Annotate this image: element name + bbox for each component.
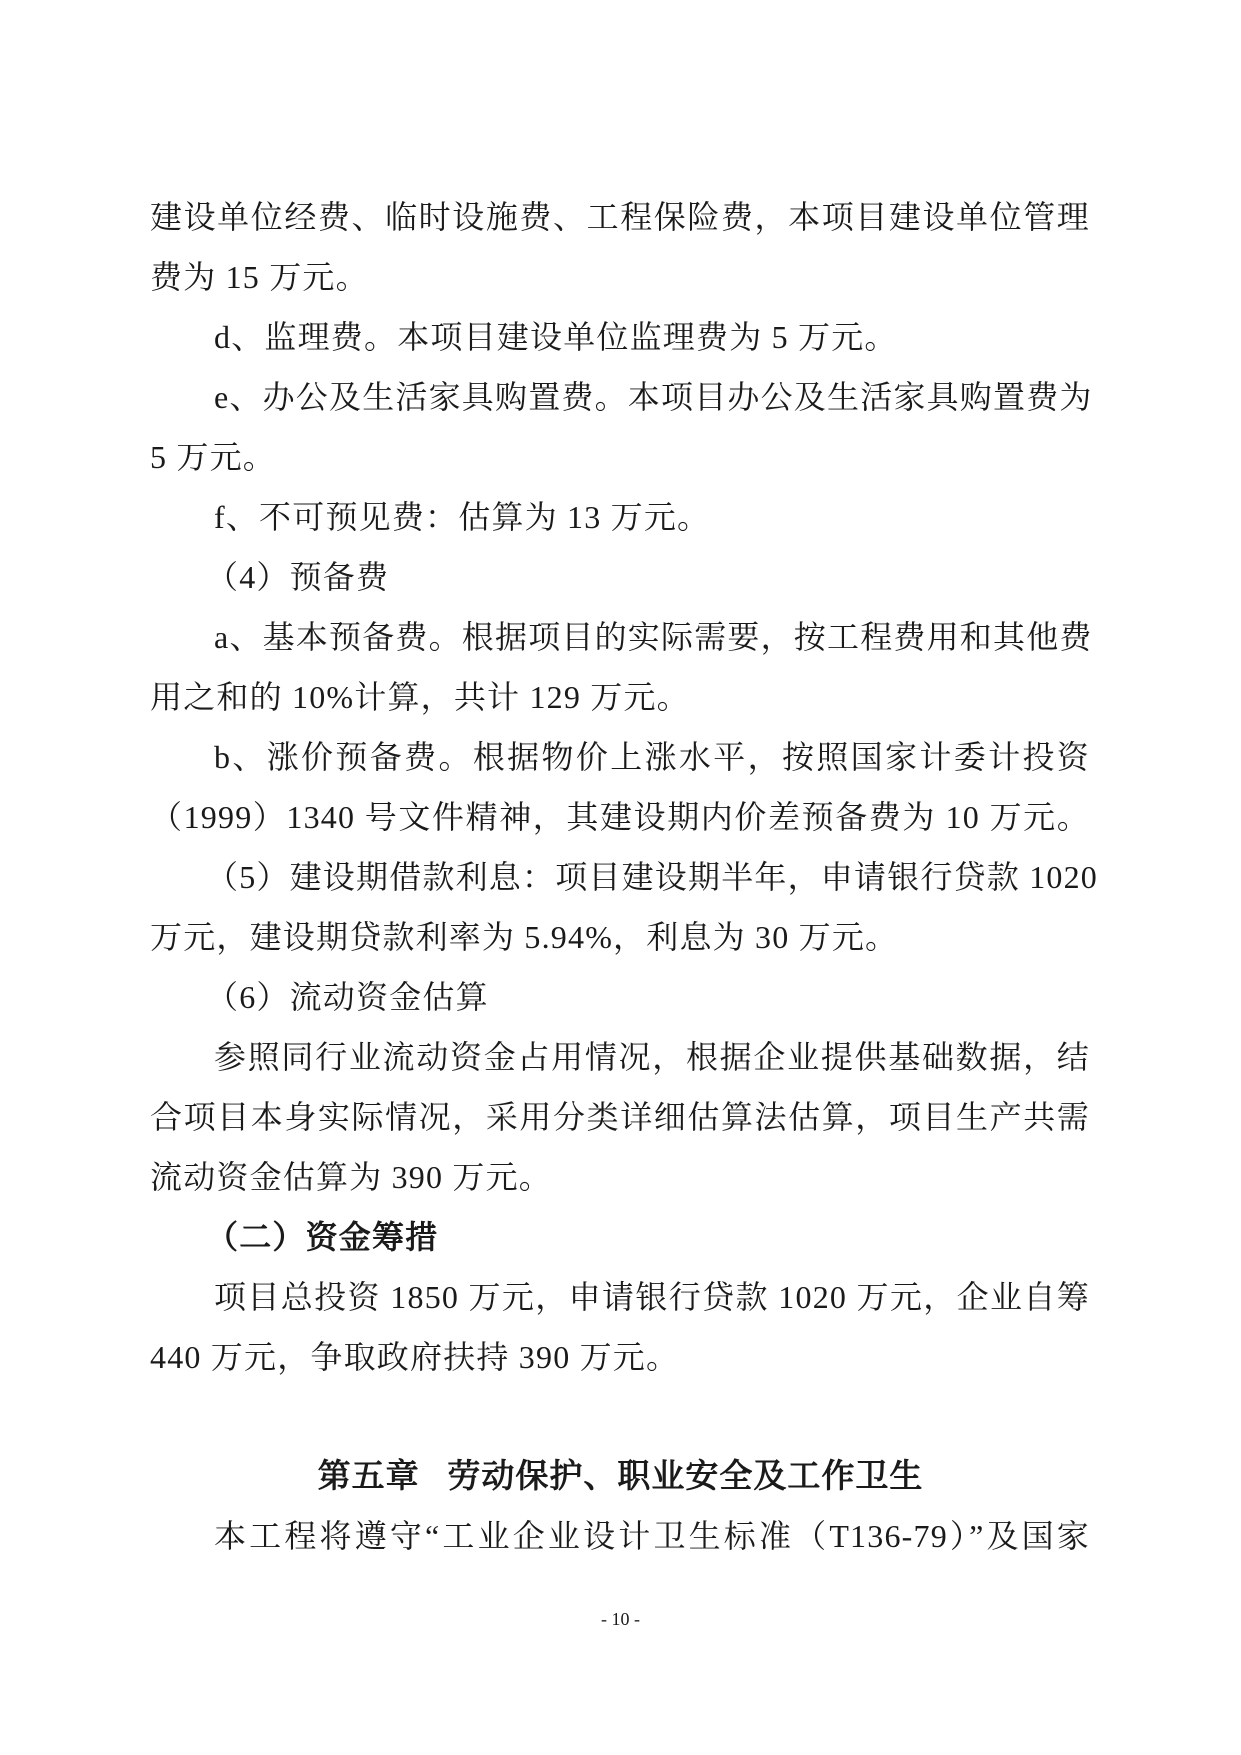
paragraph-line: 建设单位经费、临时设施费、工程保险费，本项目建设单位管理 [150, 199, 1090, 235]
section-heading: （4）预备费 [206, 559, 390, 595]
paragraph-line: （1999）1340 号文件精神，其建设期内价差预备费为 10 万元。 [150, 799, 1090, 835]
paragraph-line: d、监理费。本项目建设单位监理费为 5 万元。 [214, 319, 898, 355]
paragraph-line: 本工程将遵守“工业企业设计卫生标准（T136-79）”及国家 [214, 1518, 1090, 1554]
paragraph-line: 5 万元。 [150, 439, 277, 475]
paragraph-line: 流动资金估算为 390 万元。 [150, 1159, 553, 1195]
section-heading: （6）流动资金估算 [206, 979, 489, 1015]
paragraph-line: （5）建设期借款利息：项目建设期半年，申请银行贷款 1020 [206, 859, 1099, 895]
page-number: - 10 - [601, 1609, 640, 1629]
chapter-title: 第五章 劳动保护、职业安全及工作卫生 [317, 1459, 924, 1495]
paragraph-line: 440 万元，争取政府扶持 390 万元。 [150, 1339, 680, 1375]
paragraph-line: 合项目本身实际情况，采用分类详细估算法估算，项目生产共需 [150, 1099, 1090, 1135]
subsection-heading: （二）资金筹措 [206, 1219, 439, 1255]
paragraph-line: a、基本预备费。根据项目的实际需要，按工程费用和其他费 [214, 619, 1093, 655]
paragraph-line: f、不可预见费：估算为 13 万元。 [214, 499, 711, 535]
paragraph-line: b、涨价预备费。根据物价上涨水平，按照国家计委计投资 [214, 739, 1090, 775]
paragraph-line: 万元，建设期贷款利率为 5.94%，利息为 30 万元。 [150, 919, 899, 955]
paragraph-line: 参照同行业流动资金占用情况，根据企业提供基础数据，结 [214, 1039, 1090, 1075]
paragraph-line: 用之和的 10%计算，共计 129 万元。 [150, 679, 690, 715]
paragraph-line: e、办公及生活家具购置费。本项目办公及生活家具购置费为 [214, 379, 1093, 415]
paragraph-line: 费为 15 万元。 [150, 259, 369, 295]
paragraph-line: 项目总投资 1850 万元，申请银行贷款 1020 万元，企业自筹 [214, 1279, 1090, 1315]
